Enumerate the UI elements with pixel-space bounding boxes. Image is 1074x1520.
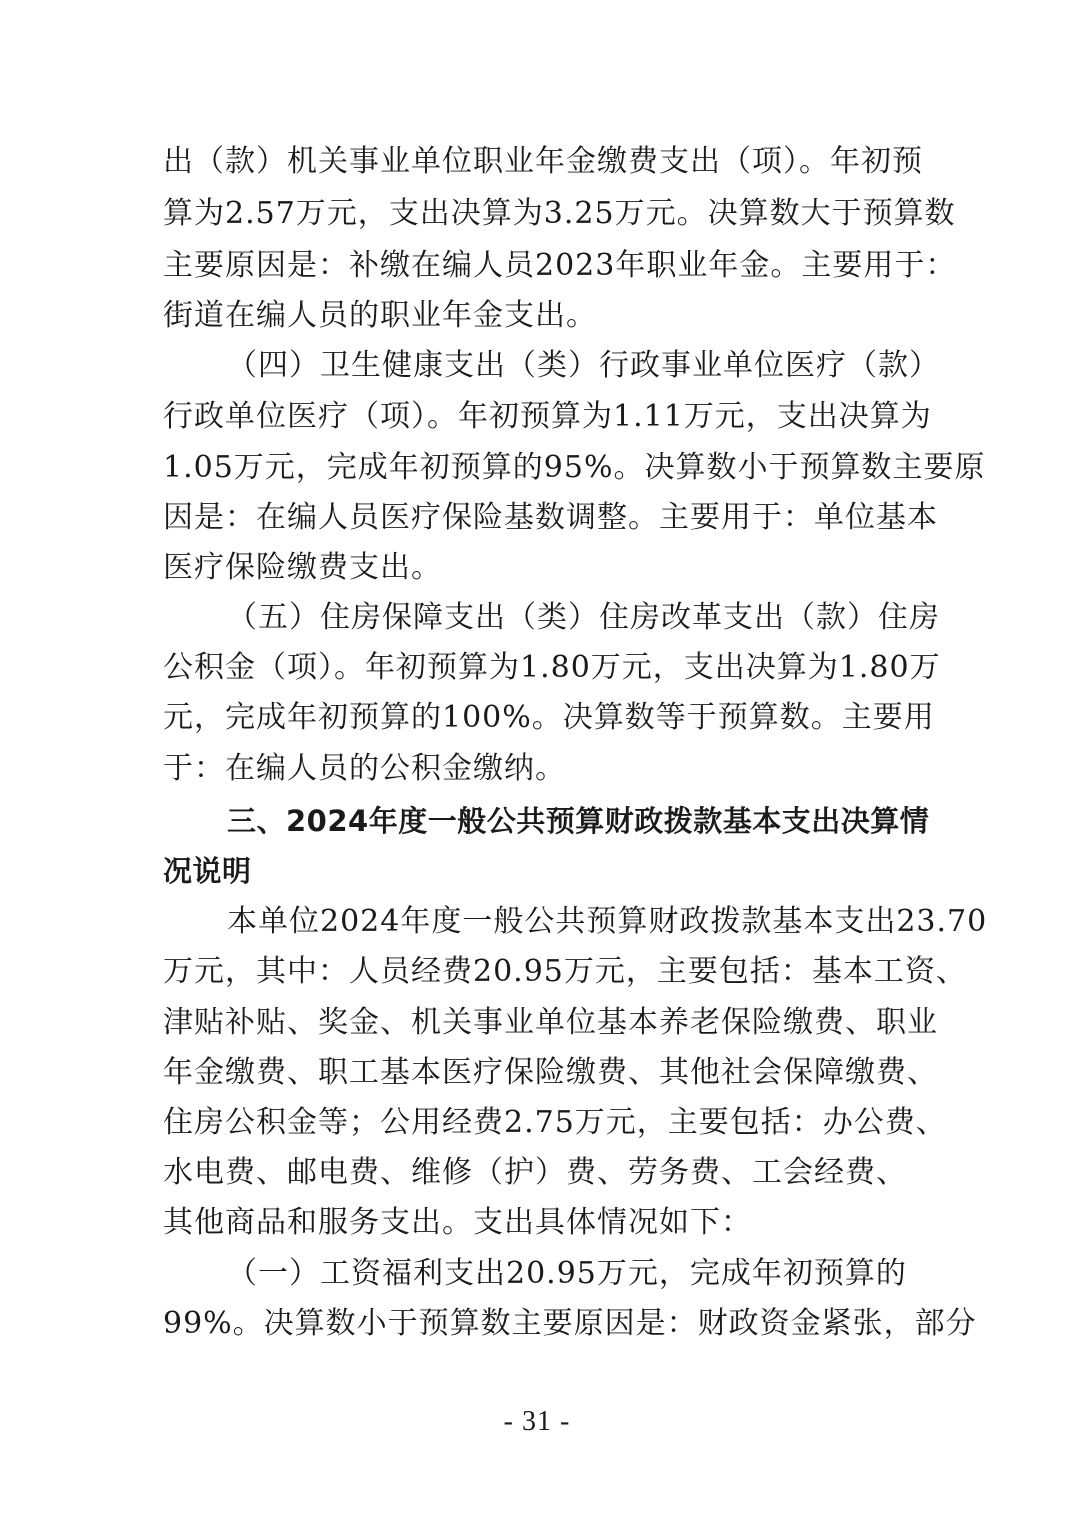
section-five-heading: （五）住房保障支出（类）住房改革支出（款）住房 [227, 600, 940, 635]
text-line: 因是：在编人员医疗保险基数调整。主要用于：单位基本 [163, 500, 938, 535]
text-line: 算为2.57万元，支出决算为3.25万元。决算数大于预算数 [163, 196, 956, 231]
text-line: 街道在编人员的职业年金支出。 [163, 298, 597, 333]
section-three-title-cont: 况说明 [163, 854, 252, 888]
text-line: 医疗保险缴费支出。 [163, 550, 442, 585]
text-line: 行政单位医疗（项）。年初预算为1.11万元，支出决算为 [163, 399, 932, 434]
text-line: 万元，其中：人员经费20.95万元，主要包括：基本工资、 [163, 954, 967, 989]
subsection-one-heading: （一）工资福利支出20.95万元，完成年初预算的 [227, 1256, 907, 1291]
text-line: 1.05万元，完成年初预算的95%。决算数小于预算数主要原 [163, 450, 986, 485]
text-line: 年金缴费、职工基本医疗保险缴费、其他社会保障缴费、 [163, 1055, 938, 1090]
text-line: 公积金（项）。年初预算为1.80万元，支出决算为1.80万 [163, 650, 941, 685]
section-four-heading: （四）卫生健康支出（类）行政事业单位医疗（款） [227, 348, 940, 383]
text-line: 99%。决算数小于预算数主要原因是：财政资金紧张，部分 [163, 1306, 977, 1341]
text-line: 其他商品和服务支出。支出具体情况如下： [163, 1205, 752, 1240]
text-line: 本单位2024年度一般公共预算财政拨款基本支出23.70 [227, 904, 988, 939]
text-line: 出（款）机关事业单位职业年金缴费支出（项）。年初预 [163, 144, 923, 179]
text-line: 主要原因是：补缴在编人员2023年职业年金。主要用于： [163, 248, 957, 283]
text-line: 水电费、邮电费、维修（护）费、劳务费、工会经费、 [163, 1155, 907, 1190]
section-three-title: 三、2024年度一般公共预算财政拨款基本支出决算情 [227, 804, 930, 838]
page-number: - 31 - [503, 1406, 571, 1437]
text-line: 于：在编人员的公积金缴纳。 [163, 751, 566, 786]
text-line: 津贴补贴、奖金、机关事业单位基本养老保险缴费、职业 [163, 1005, 938, 1040]
text-line: 元，完成年初预算的100%。决算数等于预算数。主要用 [163, 700, 935, 735]
text-line: 住房公积金等；公用经费2.75万元，主要包括：办公费、 [163, 1105, 947, 1140]
